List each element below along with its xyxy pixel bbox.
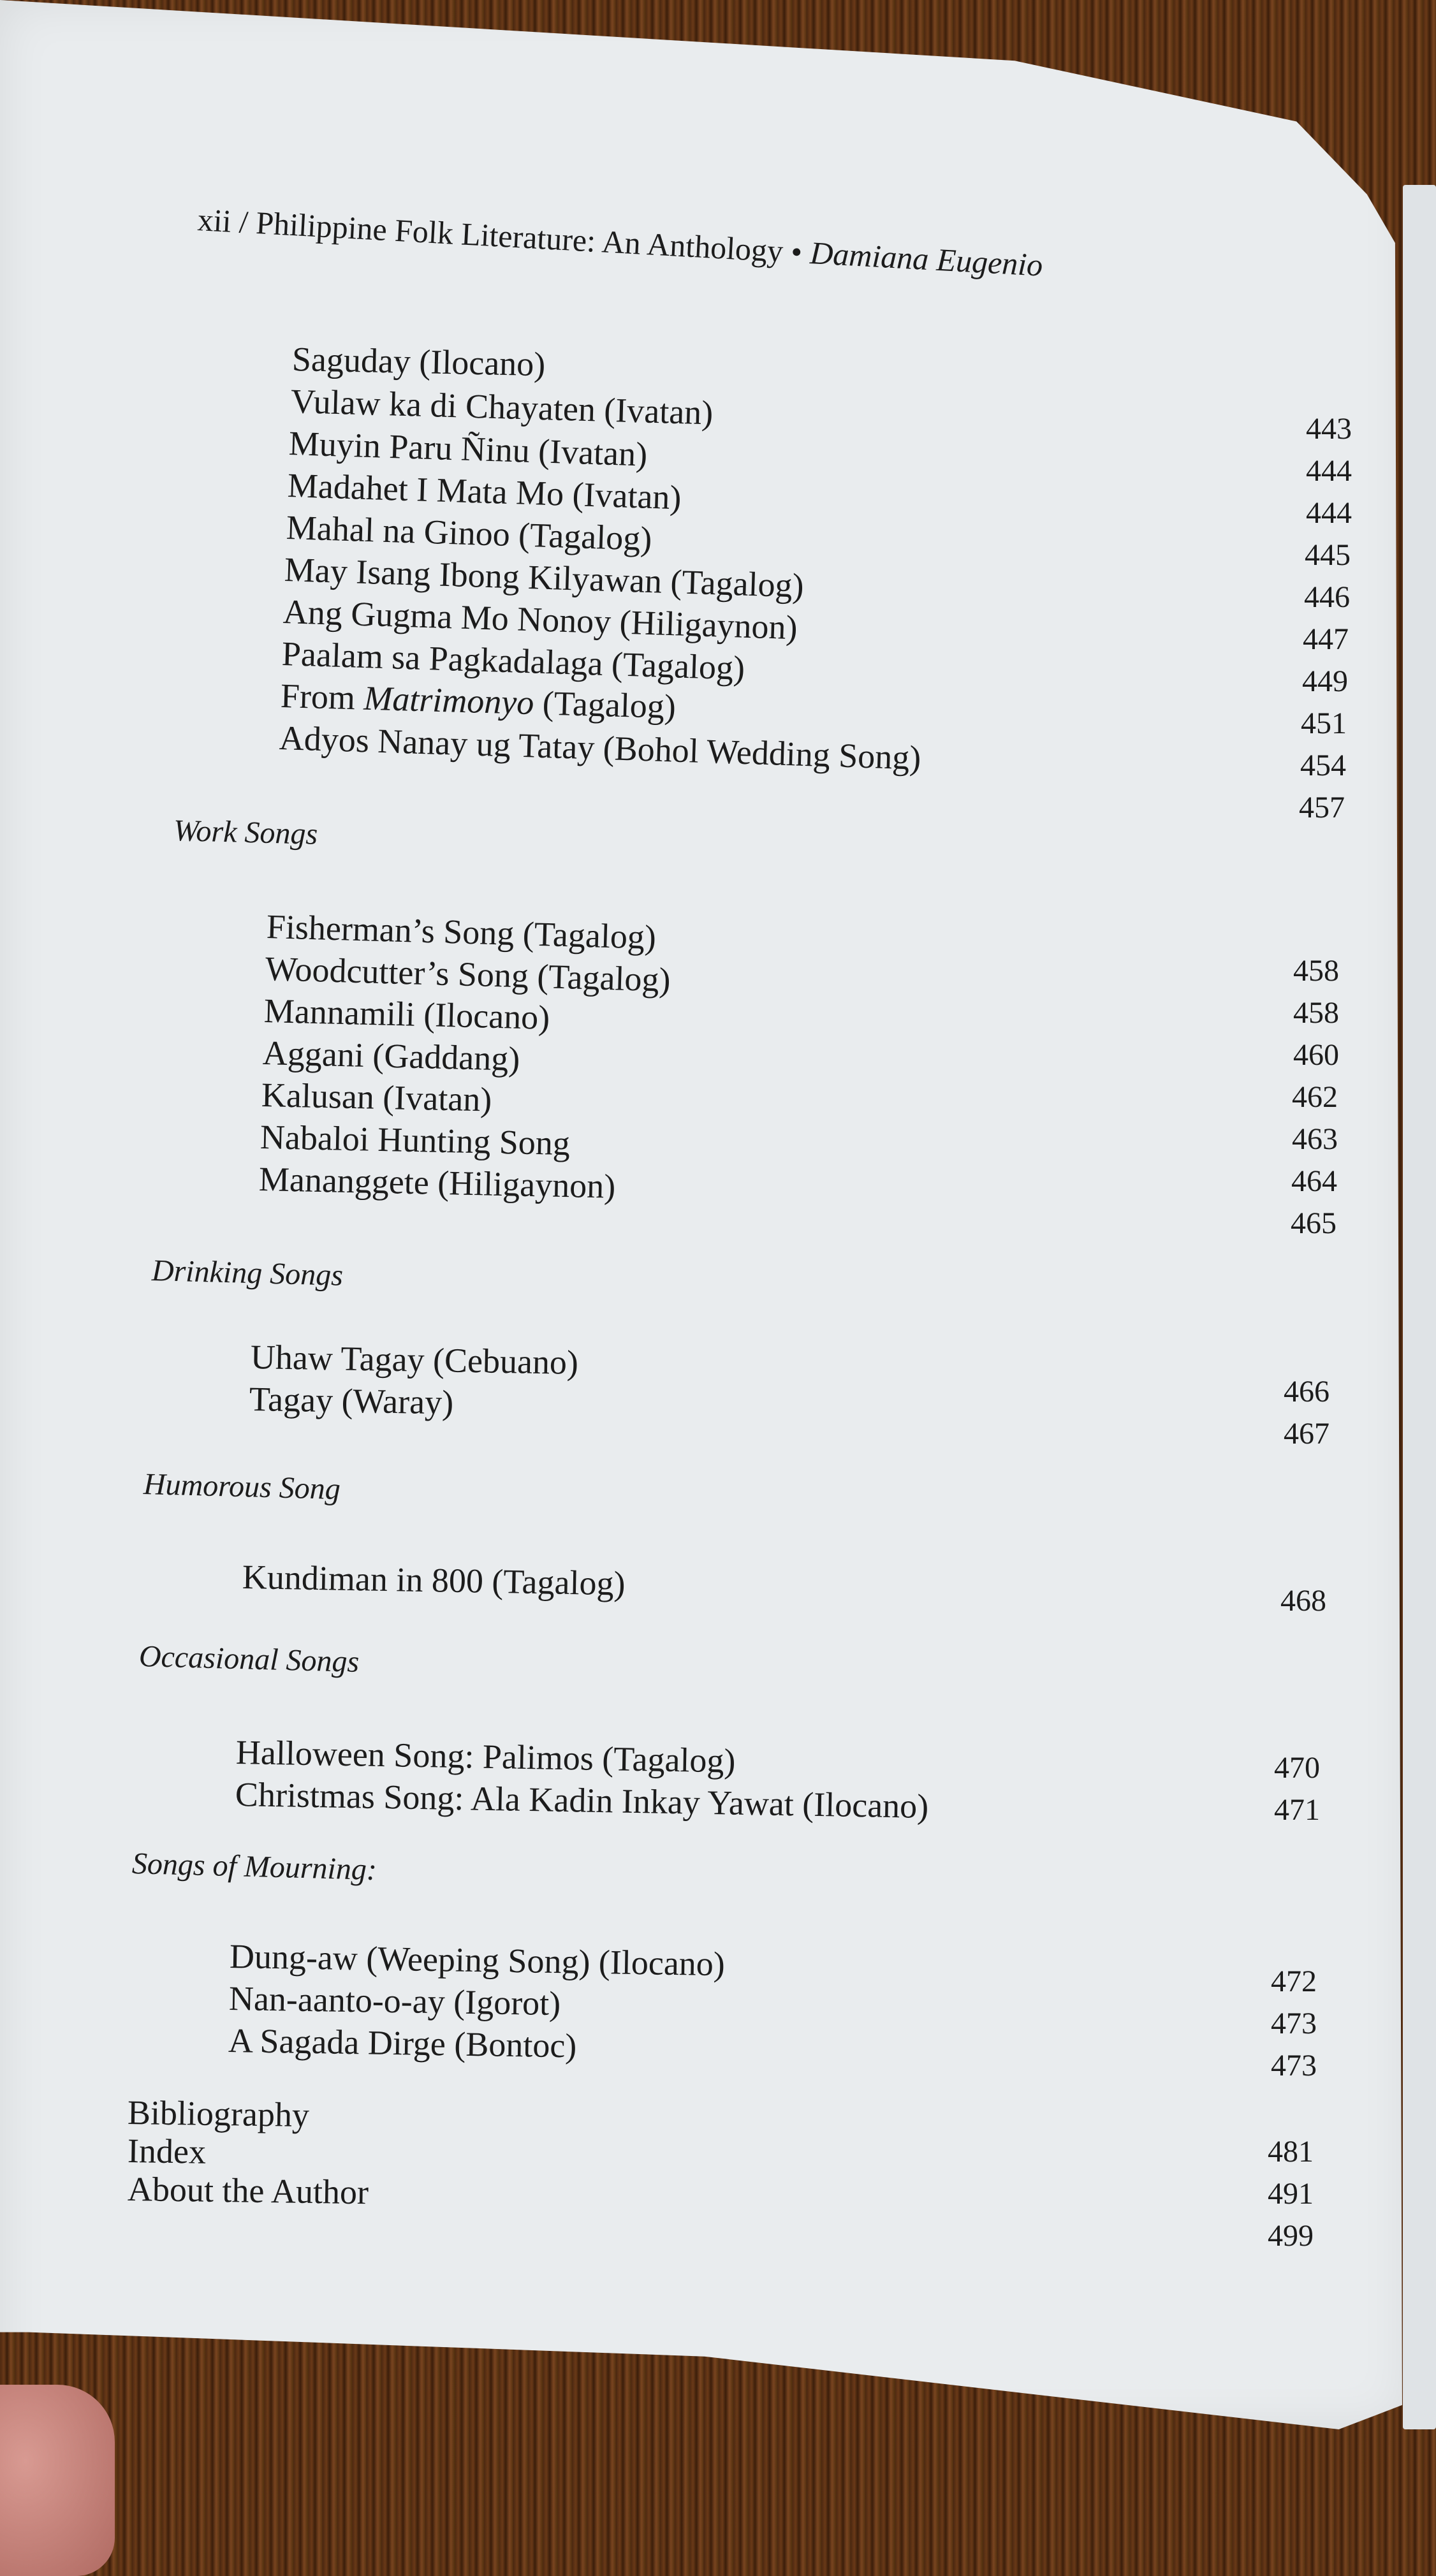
toc-entry-about-the-author[interactable]: About the Author — [127, 2170, 369, 2212]
section-heading: Drinking Songs — [151, 1254, 344, 1292]
toc-entry[interactable]: Muyin Paru Ñinu (Ivatan) — [288, 424, 648, 474]
toc-entry[interactable]: From Matrimonyo (Tagalog) — [280, 677, 677, 726]
toc-entry[interactable]: Adyos Nanay ug Tatay (Bohol Wedding Song) — [279, 719, 922, 777]
toc-entry[interactable]: Vulaw ka di Chayaten (Ivatan) — [290, 382, 714, 432]
author-name: Damiana Eugenio — [809, 235, 1044, 283]
book-title: Philippine Folk Literature: An Anthology — [255, 205, 784, 269]
page-number: 472 — [1271, 1965, 1317, 1998]
section-heading: Humorous Song — [143, 1467, 341, 1507]
toc-entry-index[interactable]: Index — [127, 2132, 207, 2171]
toc-entry[interactable]: Christmas Song: Ala Kadin Inkay Yawat (Ilocano) — [235, 1775, 929, 1826]
toc-entry[interactable]: Dung-aw (Weeping Song) (Ilocano) — [229, 1937, 726, 1984]
page-number: 444 — [1306, 454, 1352, 488]
toc-entry[interactable]: Fisherman’s Song (Tagalog) — [266, 907, 657, 957]
page-number: 470 — [1274, 1751, 1320, 1785]
continued-page-numbers — [1288, 408, 1352, 829]
page-number: xii — [196, 201, 233, 239]
page-number: 481 — [1268, 2135, 1314, 2169]
page-number: 491 — [1268, 2177, 1314, 2211]
toc-entry[interactable]: Nan-aanto-o-ay (Igorot) — [228, 1979, 561, 2023]
page-number: 446 — [1304, 580, 1350, 614]
humorous-song-entries — [242, 1556, 626, 1603]
toc-entry[interactable]: A Sagada Dirge (Bontoc) — [228, 2021, 577, 2065]
toc-entry[interactable]: Tagay (Waray) — [249, 1380, 454, 1422]
page-number: 464 — [1291, 1164, 1337, 1198]
back-matter-entries — [128, 2091, 369, 2210]
page-number: 466 — [1284, 1375, 1330, 1409]
songs-of-mourning-entries — [228, 1935, 726, 2065]
toc-entry[interactable]: Woodcutter’s Song (Tagalog) — [265, 949, 671, 999]
page-number: 473 — [1271, 2049, 1317, 2082]
toc-entry[interactable]: Mananggete (Hiligaynon) — [258, 1160, 616, 1206]
page-number: 499 — [1268, 2219, 1314, 2253]
section-heading: Work Songs — [173, 814, 318, 851]
toc-entry[interactable]: Mahal na Ginoo (Tagalog) — [286, 508, 653, 559]
toc-entry[interactable]: Ang Gugma Mo Nonoy (Hiligaynon) — [282, 592, 798, 647]
page-number: 465 — [1291, 1206, 1337, 1240]
page-number: 449 — [1302, 664, 1348, 698]
drinking-songs-page-numbers — [1266, 1371, 1330, 1455]
humorous-song-page-numbers — [1263, 1580, 1326, 1622]
page-number: 471 — [1274, 1793, 1320, 1827]
toc-entry[interactable]: Mannamili (Ilocano) — [263, 992, 550, 1037]
toc-entry[interactable]: Paalam sa Pagkadalaga (Tagalog) — [281, 634, 746, 687]
toc-entry[interactable]: Kundiman in 800 (Tagalog) — [242, 1558, 626, 1603]
page-number: 445 — [1305, 538, 1351, 572]
drinking-songs-entries — [251, 1336, 578, 1420]
page-number: 463 — [1292, 1122, 1338, 1156]
songs-of-mourning-page-numbers — [1253, 1961, 1317, 2087]
running-head: xii / Philippine Folk Literature: An Anthology • Damiana Eugenio — [196, 201, 1044, 283]
toc-entry[interactable]: Kalusan (Ivatan) — [261, 1076, 492, 1119]
occasional-songs-entries — [235, 1731, 929, 1826]
section-heading: Songs of Mourning: — [131, 1847, 377, 1887]
page-number: 443 — [1306, 412, 1352, 446]
page-number: 467 — [1284, 1417, 1330, 1451]
page-number: 458 — [1293, 996, 1339, 1030]
page-number: 451 — [1301, 706, 1347, 740]
page-number: 473 — [1271, 2007, 1317, 2040]
back-matter-page-numbers — [1250, 2131, 1314, 2257]
page-number: 457 — [1299, 791, 1345, 824]
work-songs-entries — [258, 905, 671, 1206]
toc-entry[interactable]: May Isang Ibong Kilyawan (Tagalog) — [284, 550, 805, 605]
toc-entry[interactable]: Nabaloi Hunting Song — [260, 1118, 571, 1163]
toc-entry[interactable]: Madahet I Mata Mo (Ivatan) — [287, 466, 682, 517]
page-number: 447 — [1303, 622, 1349, 656]
page-number: 454 — [1300, 749, 1346, 782]
toc-entry-bibliography[interactable]: Bibliography — [127, 2093, 310, 2134]
page-number: 462 — [1292, 1080, 1338, 1114]
occasional-songs-page-numbers — [1256, 1747, 1320, 1831]
toc-entry[interactable]: Uhaw Tagay (Cebuano) — [250, 1338, 579, 1382]
toc-entry[interactable]: Halloween Song: Palimos (Tagalog) — [235, 1733, 736, 1780]
toc-entry[interactable]: Aggani (Gaddang) — [262, 1034, 520, 1078]
work-songs-page-numbers — [1275, 950, 1339, 1245]
toc-entry[interactable]: Saguday (Ilocano) — [291, 340, 546, 384]
page-number: 458 — [1293, 954, 1339, 988]
page-number: 460 — [1293, 1038, 1339, 1072]
bullet-separator: • — [782, 233, 812, 270]
section-heading: Occasional Songs — [138, 1639, 360, 1680]
page-number: 444 — [1306, 496, 1352, 530]
continued-entries — [279, 338, 922, 777]
page-number: 468 — [1280, 1584, 1326, 1618]
